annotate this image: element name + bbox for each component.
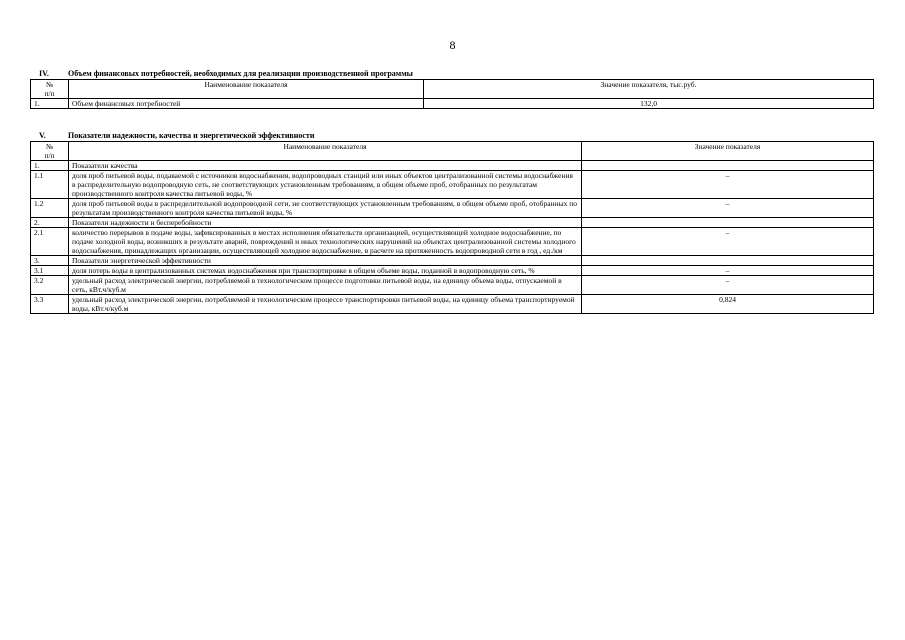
row-number: 3.2 bbox=[31, 276, 69, 295]
row-name: удельный расход электрической энергии, потребляемой в технологическом процессе подготовки питьевой воды, на единицу объема воды, отпускаемой в сеть, кВт.ч/куб.м bbox=[69, 276, 582, 295]
table-row bbox=[31, 256, 874, 266]
row-name: доля проб питьевой воды в распределительной водопроводной сети, не соответствующих установленным требованиям, в общем объеме проб, отобранных по результатам производственного контроля качества питьевой воды, % bbox=[69, 199, 582, 218]
header-number bbox=[31, 142, 69, 161]
row-value: – bbox=[582, 276, 874, 295]
section-number: V. bbox=[39, 131, 46, 140]
section-title bbox=[30, 69, 873, 79]
row-name: Объем финансовых потребностей bbox=[69, 99, 424, 109]
table-row bbox=[31, 295, 874, 314]
row-value: 0,824 bbox=[582, 295, 874, 314]
header-indicator-value: Значение показателя bbox=[582, 142, 874, 161]
row-number: 2. bbox=[31, 218, 69, 228]
row-number: 3.1 bbox=[31, 266, 69, 276]
row-value: – bbox=[582, 266, 874, 276]
row-value: – bbox=[582, 228, 874, 256]
section-reliability-indicators bbox=[30, 131, 873, 314]
table-header-row bbox=[31, 80, 874, 99]
section-heading: Показатели надежности, качества и энергетической эффективности bbox=[68, 131, 315, 140]
row-number: 1. bbox=[31, 161, 69, 171]
section-heading: Объем финансовых потребностей, необходимых для реализации производственной программы bbox=[68, 69, 413, 78]
header-indicator-name: Наименование показателя bbox=[69, 142, 582, 161]
table-row bbox=[31, 171, 874, 199]
section-financial-needs bbox=[30, 69, 873, 109]
header-indicator-name: Наименование показателя bbox=[69, 80, 424, 99]
page-number: 8 bbox=[449, 38, 456, 52]
row-name: Показатели надежности и бесперебойности bbox=[69, 218, 582, 228]
table-row bbox=[31, 199, 874, 218]
row-value bbox=[582, 218, 874, 228]
header-indicator-value: Значение показателя, тыс.руб. bbox=[424, 80, 874, 99]
row-value: – bbox=[582, 199, 874, 218]
row-number: 3.3 bbox=[31, 295, 69, 314]
row-number: 1. bbox=[31, 99, 69, 109]
section-number: IV. bbox=[39, 69, 49, 78]
table-row bbox=[31, 218, 874, 228]
row-number: 1.2 bbox=[31, 199, 69, 218]
header-number-line2: п/п bbox=[44, 151, 55, 160]
row-name: Показатели энергетической эффективности bbox=[69, 256, 582, 266]
row-number: 2.1 bbox=[31, 228, 69, 256]
row-name: удельный расход электрической энергии, потребляемой в технологическом процессе транспортировки питьевой воды, на единицу объема транспортируемой воды, кВт.ч/куб.м bbox=[69, 295, 582, 314]
header-number-line2: п/п bbox=[44, 89, 55, 98]
table-row bbox=[31, 266, 874, 276]
table-header-row bbox=[31, 142, 874, 161]
table-row bbox=[31, 276, 874, 295]
row-value bbox=[582, 161, 874, 171]
header-number bbox=[31, 80, 69, 99]
reliability-table bbox=[30, 141, 874, 314]
row-value: 132,0 bbox=[424, 99, 874, 109]
table-row bbox=[31, 99, 874, 109]
row-value: – bbox=[582, 171, 874, 199]
table-row bbox=[31, 161, 874, 171]
row-value bbox=[582, 256, 874, 266]
row-number: 3. bbox=[31, 256, 69, 266]
row-name: количество перерывов в подаче воды, зафиксированных в местах исполнения обязательств организацией, осуществляющей холодное водоснабжение, по подаче холодной воды, возникших в результате аварий, повреждений и иных технологических нарушений на объектах централизованной системы холодного водоснабжения, принадлежащих организации, осуществляющей холодное водоснабжение, в расчете на протяженность водопроводной сети в год , ед./км bbox=[69, 228, 582, 256]
row-name: Показатели качества bbox=[69, 161, 582, 171]
row-number: 1.1 bbox=[31, 171, 69, 199]
header-number-line1: № bbox=[45, 142, 54, 151]
row-name: доля потерь воды в централизованных системах водоснабжения при транспортировке в общем объеме воды, поданной в водопроводную сеть, % bbox=[69, 266, 582, 276]
header-number-line1: № bbox=[45, 80, 54, 89]
table-row bbox=[31, 228, 874, 256]
row-name: доля проб питьевой воды, подаваемой с источников водоснабжения, водопроводных станций или иных объектов централизованной системы водоснабжения в распределительную водопроводную сеть, не соответствующих установленным требованиям, в общем объеме проб, отобранных по результатам производственного контроля качества питьевой воды, % bbox=[69, 171, 582, 199]
financial-needs-table bbox=[30, 79, 874, 109]
section-title bbox=[30, 131, 873, 141]
